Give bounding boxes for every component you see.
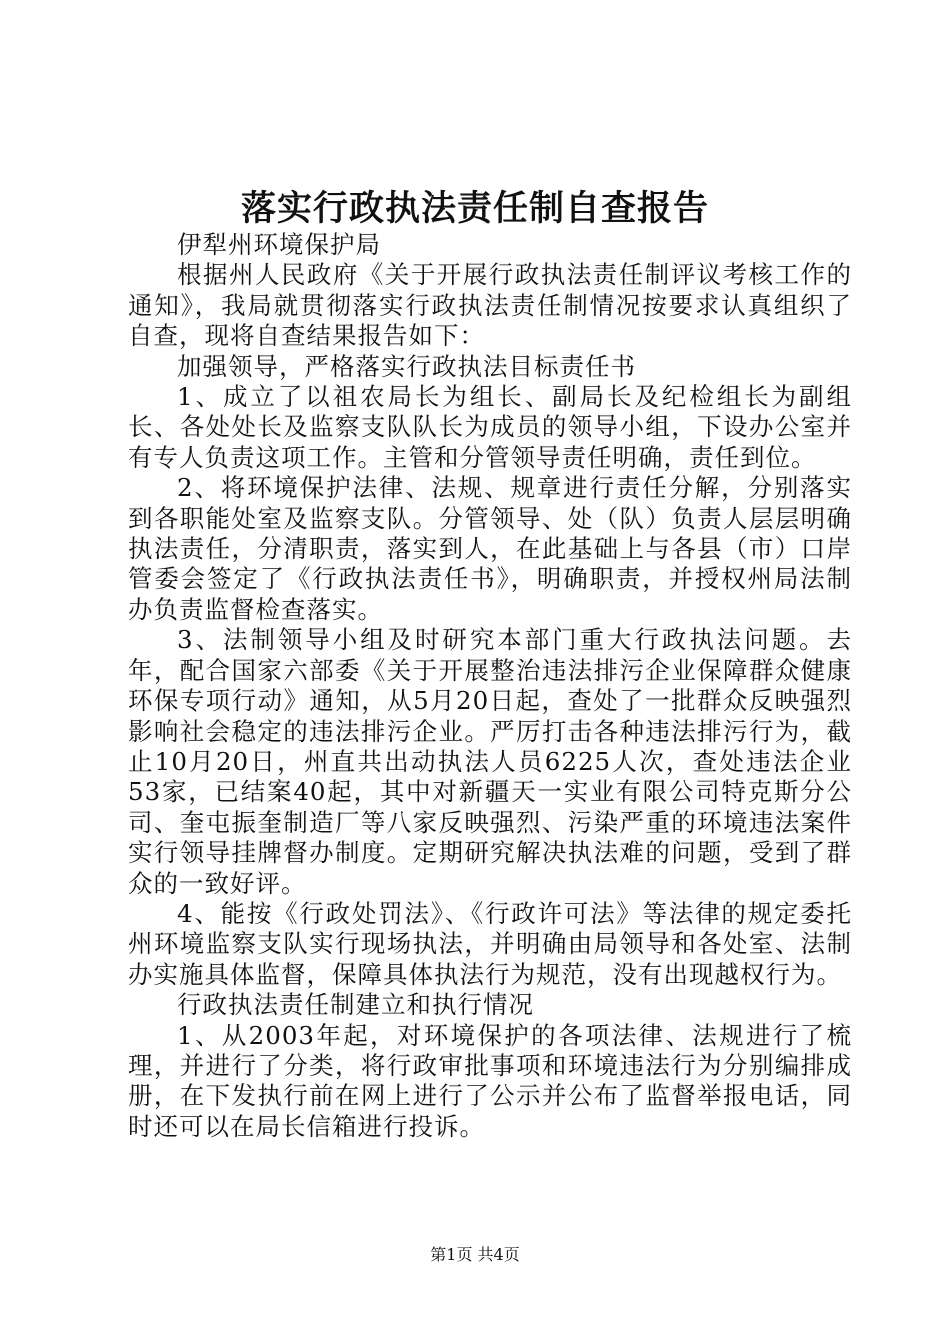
document-title: 落实行政执法责任制自查报告 (240, 189, 709, 229)
paragraph-item-3: 3、法制领导小组及时研究本部门重大行政执法问题。去年，配合国家六部委《关于开展整治违法排污企业保障群众健康环保专项行动》通知，从5月20日起，查处了一批群众反映强烈影响社会稳定的违法排污企业。严厉打击各种违法排污行为，截止10月20日，州直共出动执法人员6225人次，查处违法企业53家，已结案40起，其中对新疆天一实业有限公司特克斯分公司、奎屯振奎制造厂等八家反映强烈、污染严重的环境违法案件实行领导挂牌督办制度。定期研究解决执法难的问题，受到了群众的一致好评。 (128, 625, 852, 898)
page-footer: 第1页 共4页 (430, 1245, 520, 1264)
paragraph-item-2: 2、将环境保护法律、法规、规章进行责任分解，分别落实到各职能处室及监察支队。分管领导、处（队）负责人层层明确执法责任，分清职责，落实到人，在此基础上与各县（市）口岸管委会签定了《行政执法责任书》，明确职责，并授权州局法制办负责监督检查落实。 (128, 473, 852, 624)
paragraph-organization: 伊犁州环境保护局 (177, 230, 381, 259)
section-heading-system: 行政执法责任制建立和执行情况 (177, 990, 534, 1020)
section-heading-leadership: 加强领导，严格落实行政执法目标责任书 (177, 351, 636, 381)
paragraph-system-item-1: 1、从2003年起，对环境保护的各项法律、法规进行了梳理，并进行了分类，将行政审批事项和环境违法行为分别编排成册，在下发执行前在网上进行了公示并公布了监督举报电话，同时还可以在局长信箱进行投诉。 (128, 1020, 852, 1141)
paragraph-intro: 根据州人民政府《关于开展行政执法责任制评议考核工作的通知》，我局就贯彻落实行政执法责任制情况按要求认真组织了自查，现将自查结果报告如下： (128, 260, 852, 351)
paragraph-item-1: 1、成立了以祖农局长为组长、副局长及纪检组长为副组长、各处处长及监察支队队长为成员的领导小组，下设办公室并有专人负责这项工作。主管和分管领导责任明确，责任到位。 (128, 382, 852, 472)
document-body (128, 230, 852, 1142)
paragraph-item-4: 4、能按《行政处罚法》、《行政许可法》等法律的规定委托州环境监察支队实行现场执法，并明确由局领导和各处室、法制办实施具体监督，保障具体执法行为规范，没有出现越权行为。 (128, 898, 852, 989)
